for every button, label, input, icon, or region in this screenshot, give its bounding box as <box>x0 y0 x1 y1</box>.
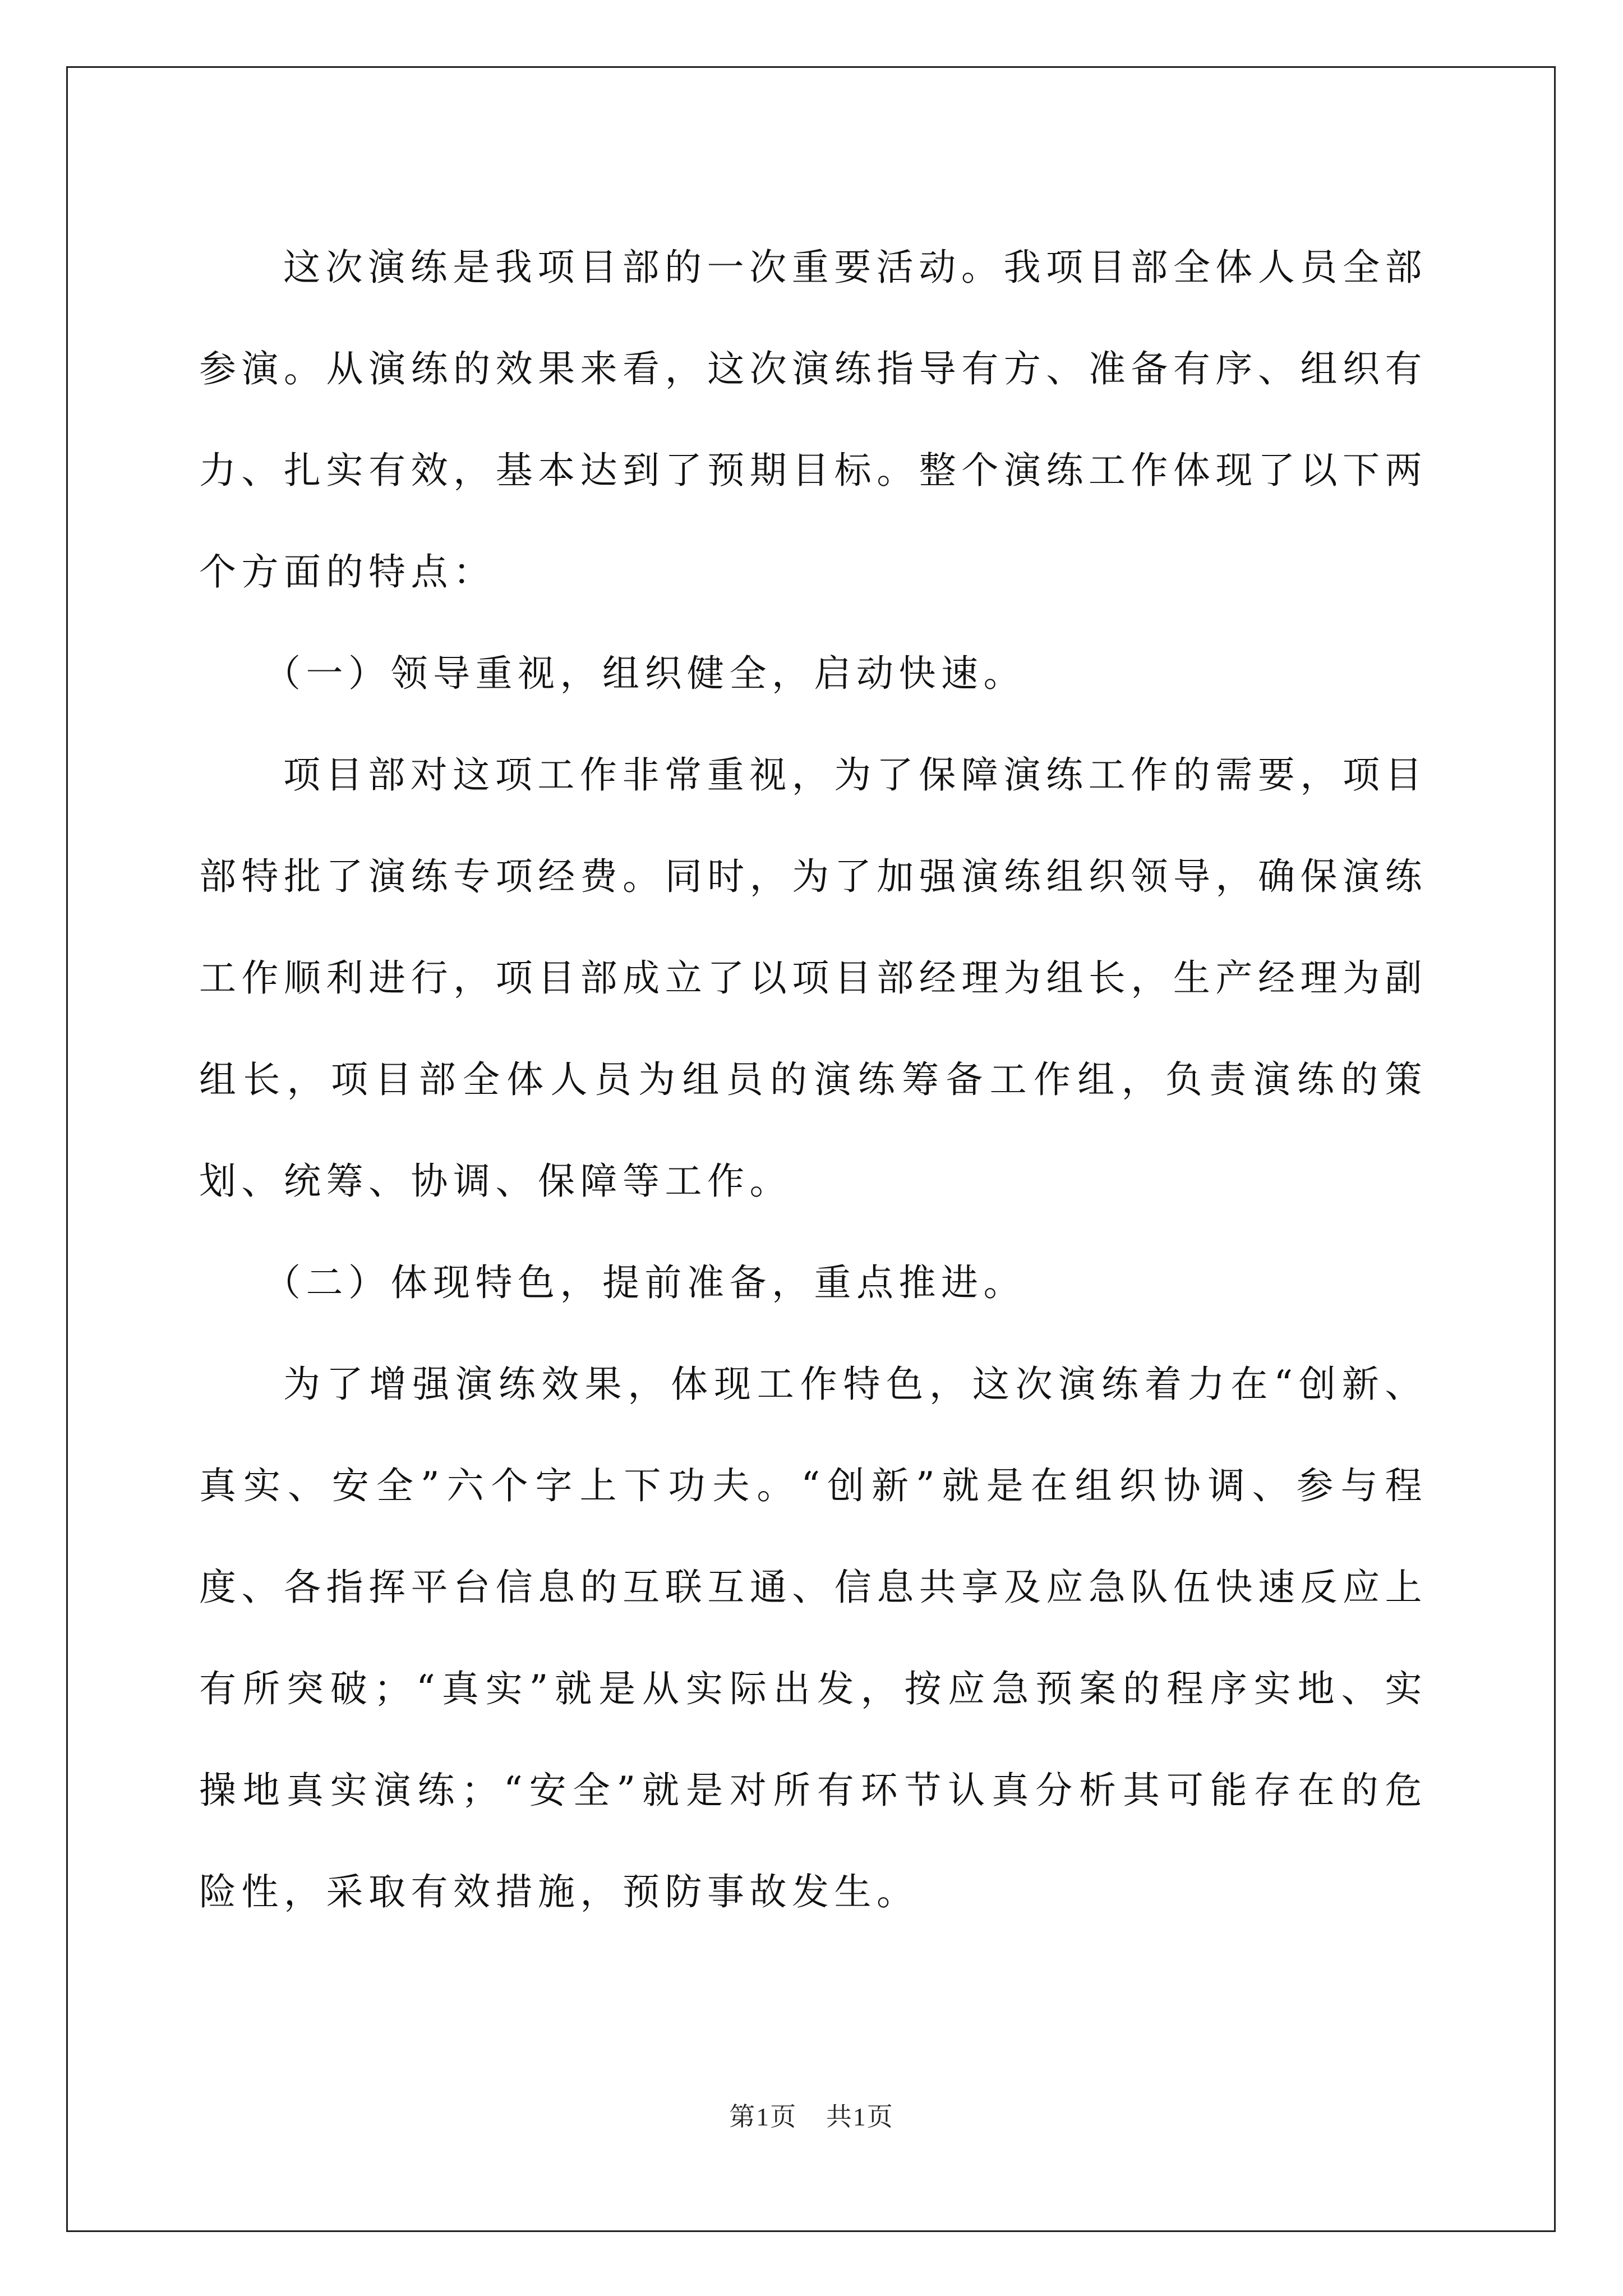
paragraph-leadership: 项目部对这项工作非常重视，为了保障演练工作的需要，项目部特批了演练专项经费。同时，为了加强演练组织领导，确保演练工作顺利进行，项目部成立了以项目部经理为组长，生产经理为副组长，项目部全体人员为组员的演练筹备工作组，负责演练的策划、统筹、协调、保障等工作。 <box>199 753 1427 1203</box>
section-heading-2: （二）体现特色，提前准备，重点推进。 <box>264 1261 1026 1304</box>
paragraph-features: 为了增强演练效果，体现工作特色，这次演练着力在“创新、真实、安全”六个字上下功夫。“创新”就是在组织协调、参与程度、各指挥平台信息的互联互通、信息共享及应急队伍快速反应上有所突破；“真实”就是从实际出发，按应急预案的程序实地、实操地真实演练；“安全”就是对所有环节认真分析其可能存在的危险性，采取有效措施，预防事故发生。 <box>199 1363 1427 1913</box>
paragraph-intro: 这次演练是我项目部的一次重要活动。我项目部全体人员全部参演。从演练的效果来看，这次演练指导有方、准备有序、组织有力、扎实有效，基本达到了预期目标。整个演练工作体现了以下两个方面的特点： <box>199 246 1427 593</box>
page-total: 共1页 <box>826 2102 894 2131</box>
document-body <box>199 217 1427 1943</box>
page-number: 第1页 <box>729 2102 797 2131</box>
section-heading-1: （一）领导重视，组织健全，启动快速。 <box>264 652 1026 695</box>
page-footer <box>0 2096 1623 2133</box>
